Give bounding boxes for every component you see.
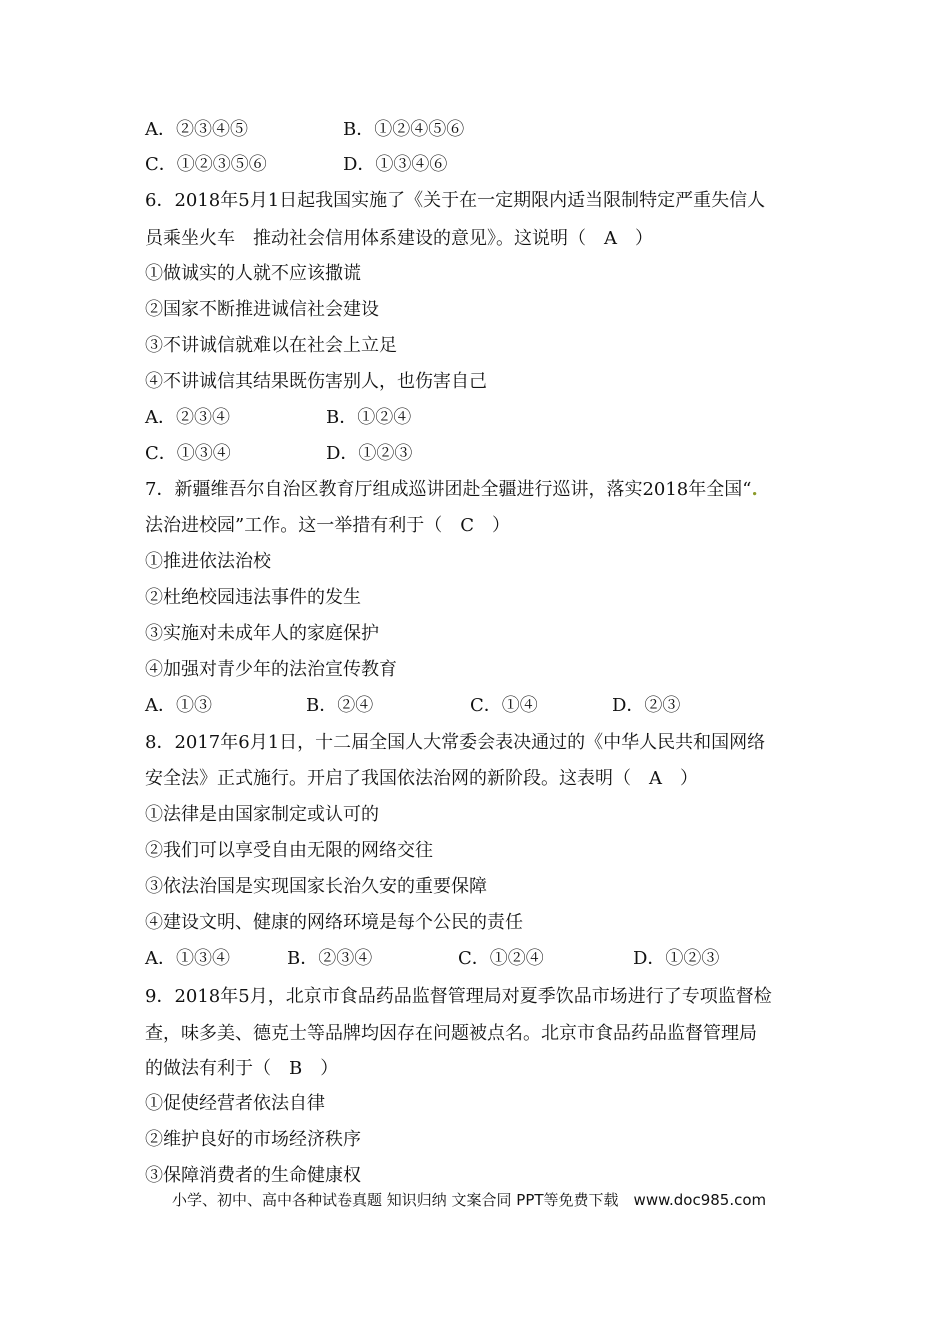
q9-item-2: ②维护良好的市场经济秩序 [145, 1129, 361, 1150]
q5-option-c: C．①②③⑤⑥ [145, 154, 267, 175]
q9-stem-line2: 查，味多美、德克士等品牌均因存在问题被点名。北京市食品药品监督管理局 [145, 1023, 757, 1044]
q8-item-4: ④建设文明、健康的网络环境是每个公民的责任 [145, 912, 523, 933]
q7-item-2: ②杜绝校园违法事件的发生 [145, 587, 361, 608]
q7-stem-line2: 法治进校园”工作。这一举措有利于（ C ） [145, 515, 510, 536]
q8-option-b: B．②③④ [287, 948, 373, 969]
q6-option-a: A．②③④ [145, 407, 230, 428]
q9-item-3: ③保障消费者的生命健康权 [145, 1165, 361, 1186]
q7-item-3: ③实施对未成年人的家庭保护 [145, 623, 379, 644]
q5-option-b: B．①②④⑤⑥ [343, 119, 465, 140]
q7-stem-text: 7．新疆维吾尔自治区教育厅组成巡讲团赴全疆进行巡讲，落实2018年全国“ [145, 479, 752, 500]
q8-item-1: ①法律是由国家制定或认可的 [145, 804, 379, 825]
q7-option-a: A．①③ [145, 695, 212, 716]
q8-item-2: ②我们可以享受自由无限的网络交往 [145, 840, 433, 861]
q6-item-2: ②国家不断推进诚信社会建设 [145, 299, 379, 320]
q6-item-1: ①做诚实的人就不应该撒谎 [145, 263, 361, 284]
q6-option-b: B．①②④ [326, 407, 412, 428]
q5-option-d: D．①③④⑥ [343, 154, 448, 175]
q7-item-1: ①推进依法治校 [145, 551, 271, 572]
q7-option-b: B．②④ [306, 695, 374, 716]
q6-option-d: D．①②③ [326, 443, 413, 464]
q8-option-c: C．①②④ [458, 948, 544, 969]
q8-item-3: ③依法治国是实现国家长治久安的重要保障 [145, 876, 487, 897]
q6-item-4: ④不讲诚信其结果既伤害别人，也伤害自己 [145, 371, 487, 392]
q9-stem-line3: 的做法有利于（ B ） [145, 1058, 339, 1079]
q7-option-c: C．①④ [470, 695, 538, 716]
page-footer: 小学、初中、高中各种试卷真题 知识归纳 文案合同 PPT等免费下载 www.doc985.com [172, 1191, 767, 1209]
q8-stem-line2: 安全法》正式施行。开启了我国依法治网的新阶段。这表明（ A ） [145, 768, 698, 789]
q8-stem-line1: 8．2017年6月1日，十二届全国人大常委会表决通过的《中华人民共和国网络 [145, 732, 766, 753]
stray-dot-mark: . [751, 479, 758, 500]
q6-item-3: ③不讲诚信就难以在社会上立足 [145, 335, 397, 356]
q7-item-4: ④加强对青少年的法治宣传教育 [145, 659, 397, 680]
q8-option-d: D．①②③ [633, 948, 720, 969]
q8-option-a: A．①③④ [145, 948, 230, 969]
q7-option-d: D．②③ [612, 695, 681, 716]
q6-stem-line1: 6．2018年5月1日起我国实施了《关于在一定期限内适当限制特定严重失信人 [145, 190, 766, 211]
q6-stem-line2: 员乘坐火车 推动社会信用体系建设的意见》。这说明（ A ） [145, 228, 653, 249]
q5-option-a: A．②③④⑤ [145, 119, 248, 140]
q7-stem-line1 [145, 478, 758, 502]
q9-item-1: ①促使经营者依法自律 [145, 1093, 325, 1114]
q9-stem-line1: 9．2018年5月，北京市食品药品监督管理局对夏季饮品市场进行了专项监督检 [145, 986, 772, 1007]
q6-option-c: C．①③④ [145, 443, 231, 464]
